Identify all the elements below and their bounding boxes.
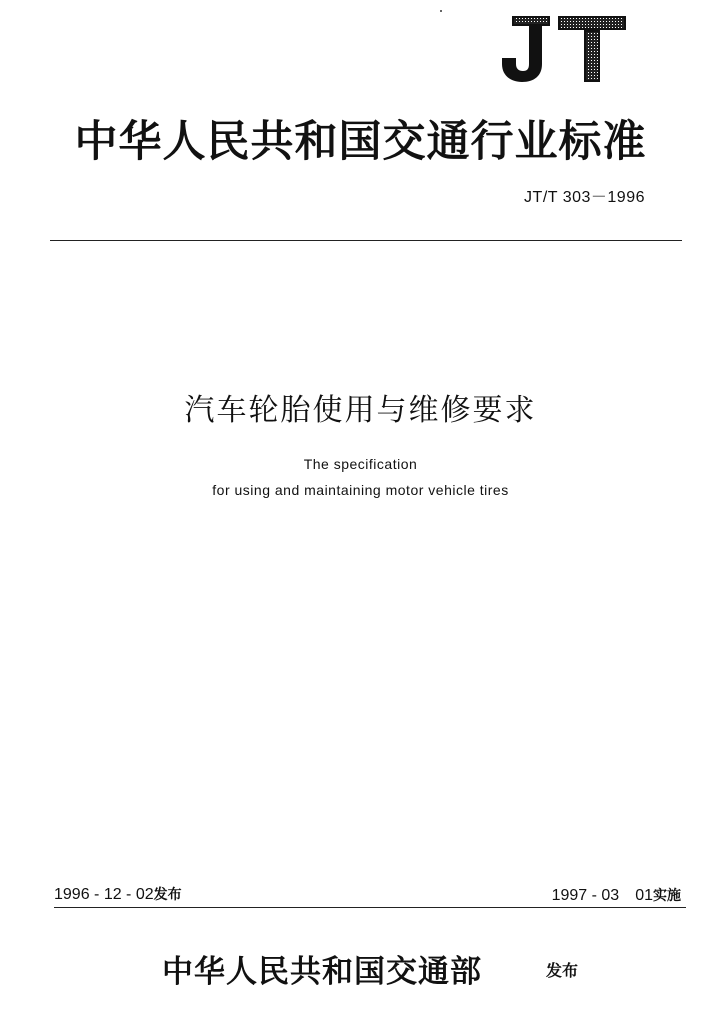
document-title-cn: 汽车轮胎使用与维修要求: [184, 393, 537, 428]
issued-label: 发布: [546, 961, 579, 980]
document-title-en-line1: The specification: [303, 456, 418, 472]
speck: [440, 10, 442, 12]
header-divider: [50, 240, 682, 241]
effective-date-line: [460, 882, 681, 905]
issue-date-line: [54, 884, 182, 904]
issue-suffix: 发布: [153, 887, 182, 903]
issuer-name: 中华人民共和国交通部: [162, 954, 482, 990]
effective-suffix: 实施: [653, 888, 681, 904]
footer-divider: [54, 907, 686, 908]
issue-date: 1996 - 12 - 02: [54, 886, 154, 903]
effective-date: 1997 - 03 01: [551, 887, 653, 904]
jt-logo-icon: [498, 12, 630, 84]
standard-code: JT/T 303－1996: [524, 189, 645, 206]
document-title-en-line2: for using and maintaining motor vehicle tires: [212, 482, 509, 498]
standard-title: 中华人民共和国交通行业标准: [74, 117, 647, 167]
